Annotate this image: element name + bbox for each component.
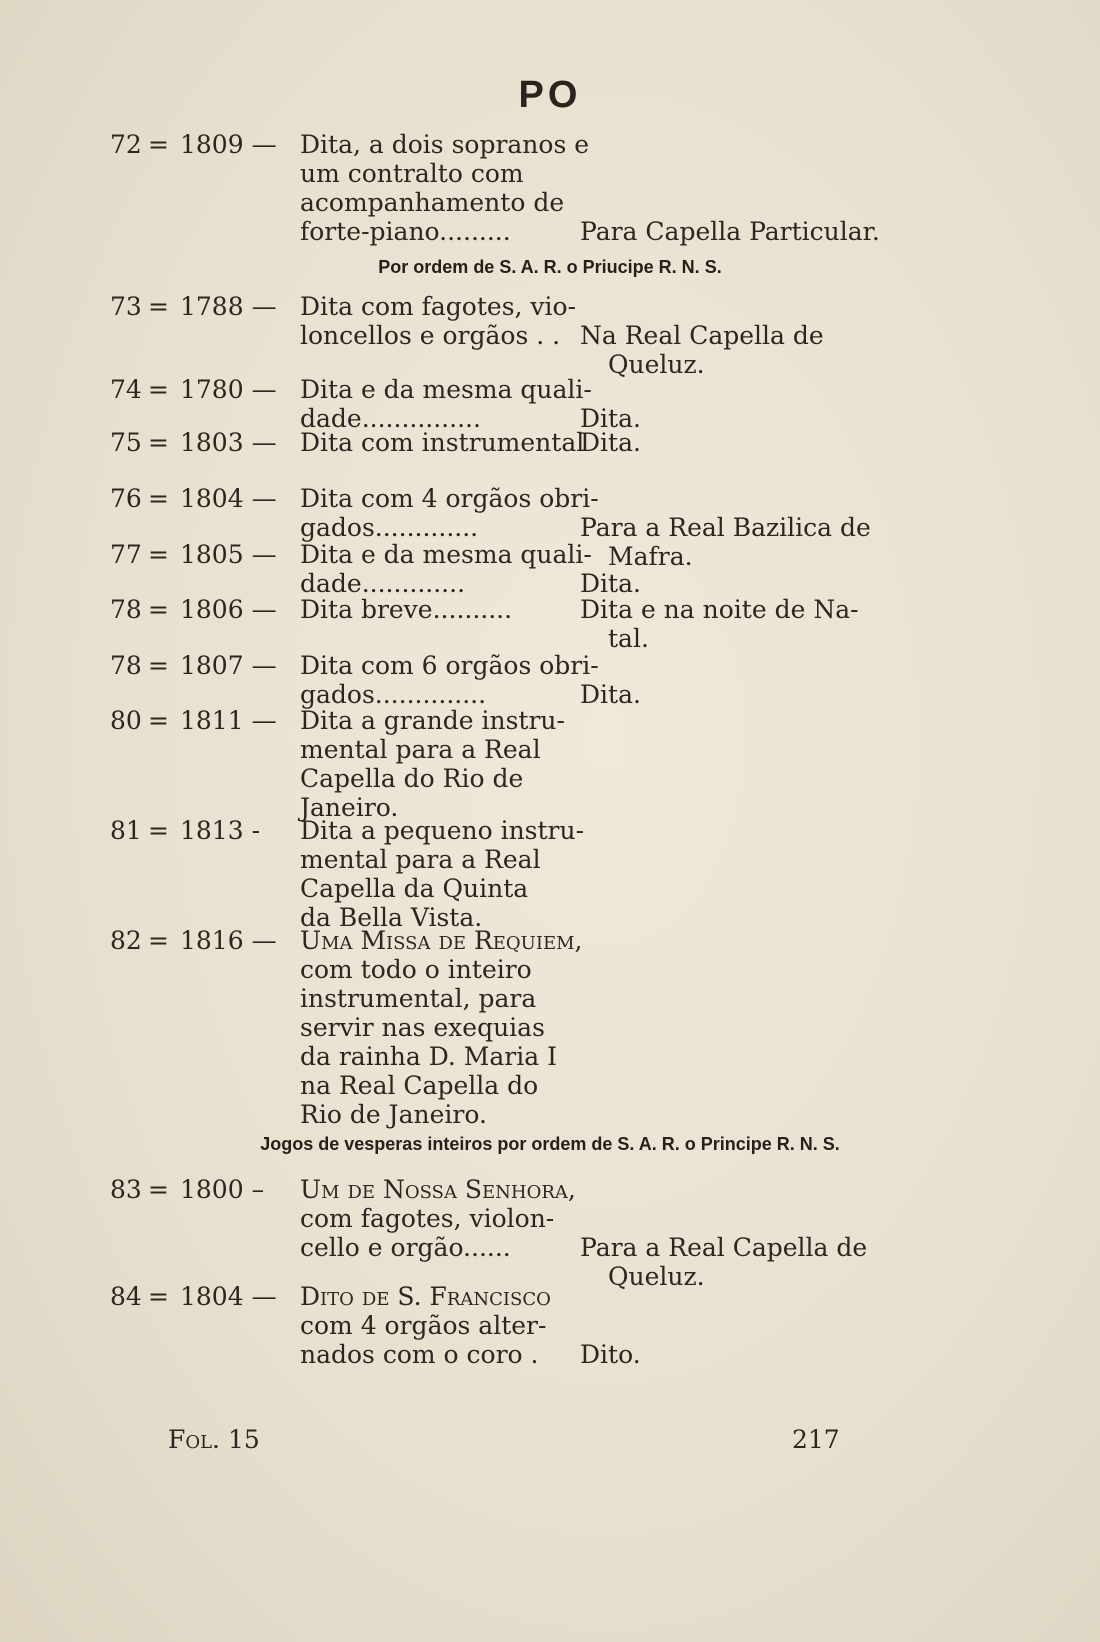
destination-line: Na Real Capella de (580, 321, 824, 350)
entry-equals: = (148, 292, 169, 321)
destination-line: Para a Real Bazilica de (580, 513, 871, 542)
entry-equals: = (148, 540, 169, 569)
destination-line: Dito. (580, 1340, 641, 1369)
folio-mark: Fol. 15 (168, 1425, 260, 1454)
entry-equals: = (148, 375, 169, 404)
entry-number: 82 (110, 926, 142, 955)
description-line: Dita e da mesma quali- (300, 375, 592, 404)
description-line: Janeiro. (300, 793, 399, 822)
destination-line: Dita. (580, 428, 641, 457)
entry-equals: = (148, 816, 169, 845)
description-line: com todo o inteiro (300, 955, 532, 984)
entry-destination (580, 428, 880, 457)
destination-line: Dita. (580, 569, 641, 598)
description-line: na Real Capella do (300, 1071, 539, 1100)
description-line: Uma Missa de Requiem, (300, 926, 583, 955)
entry-year: 1800 – (180, 1175, 265, 1204)
entry-number: 75 (110, 428, 142, 457)
entry-destination (580, 217, 880, 246)
entry-equals: = (148, 1282, 169, 1311)
description-line: dade............... (300, 404, 481, 433)
entry-description (300, 706, 565, 822)
entry-equals: = (148, 595, 169, 624)
entry-destination (580, 1233, 880, 1291)
description-line: dade............. (300, 569, 466, 598)
description-line: da rainha D. Maria I (300, 1042, 557, 1071)
entry-description (300, 540, 592, 598)
entry-year: 1813 - (180, 816, 261, 845)
description-line: Capella do Rio de (300, 764, 524, 793)
entry-destination (580, 680, 880, 709)
entry-equals: = (148, 130, 169, 159)
entry-year: 1803 — (180, 428, 277, 457)
description-line: loncellos e orgãos . . (300, 321, 561, 350)
entry-equals: = (148, 1175, 169, 1204)
entry-equals: = (148, 428, 169, 457)
entry-destination (580, 321, 880, 379)
description-line: nados com o coro . (300, 1340, 539, 1369)
destination-line: Queluz. (608, 350, 705, 379)
description-line: forte-piano......... (300, 217, 511, 246)
entry-description (300, 926, 583, 1129)
entry-year: 1804 — (180, 484, 277, 513)
description-line: servir nas exequias (300, 1013, 545, 1042)
description-line: Um de Nossa Senhora, (300, 1175, 576, 1204)
entry-description (300, 595, 562, 624)
entry-destination (580, 513, 880, 571)
entry-year: 1809 — (180, 130, 277, 159)
description-line: Capella da Quinta (300, 874, 529, 903)
entry-number: 80 (110, 706, 142, 735)
description-line: Dita com 4 orgãos obri- (300, 484, 599, 513)
description-line: Rio de Janeiro. (300, 1100, 487, 1129)
entry-number: 78 (110, 651, 142, 680)
description-line: Dita a pequeno instru- (300, 816, 585, 845)
section-heading-2: Jogos de vesperas inteiros por ordem de S. A. R. o Principe R. N. S. (260, 1134, 840, 1154)
destination-line: Dita e na noite de Na- (580, 595, 859, 624)
entry-equals: = (148, 926, 169, 955)
entry-description (300, 484, 599, 542)
description-line: Dita com fagotes, vio- (300, 292, 577, 321)
description-line: um contralto com (300, 159, 524, 188)
page-number: 217 (792, 1425, 840, 1454)
destination-line: Para Capella Particular. (580, 217, 880, 246)
entry-number: 74 (110, 375, 142, 404)
entry-year: 1816 — (180, 926, 277, 955)
description-line: da Bella Vista. (300, 903, 483, 932)
destination-line: Dita. (580, 404, 641, 433)
entry-description (300, 816, 585, 932)
description-line: gados............. (300, 513, 479, 542)
description-line: Dita, a dois sopranos e (300, 130, 590, 159)
entry-number: 84 (110, 1282, 142, 1311)
entry-year: 1806 — (180, 595, 277, 624)
description-line: acompanhamento de (300, 188, 565, 217)
entry-year: 1780 — (180, 375, 277, 404)
destination-line: Dita. (580, 680, 641, 709)
entry-description (300, 1175, 576, 1262)
entry-destination (580, 1340, 880, 1369)
description-line: com fagotes, violon- (300, 1204, 555, 1233)
destination-line: Para a Real Capella de (580, 1233, 868, 1262)
entry-number: 83 (110, 1175, 142, 1204)
entry-year: 1805 — (180, 540, 277, 569)
description-line: Dito de S. Francisco (300, 1282, 551, 1311)
destination-line: tal. (608, 624, 649, 653)
entry-equals: = (148, 651, 169, 680)
entry-equals: = (148, 706, 169, 735)
entry-description (300, 292, 577, 350)
entry-number: 76 (110, 484, 142, 513)
entry-destination (580, 595, 880, 653)
entry-description (300, 375, 592, 433)
entry-description (300, 1282, 562, 1369)
entry-description (300, 130, 590, 246)
entry-description (300, 428, 585, 457)
entry-year: 1811 — (180, 706, 277, 735)
description-line: Dita e da mesma quali- (300, 540, 592, 569)
entry-number: 78 (110, 595, 142, 624)
entry-number: 81 (110, 816, 142, 845)
entry-number: 72 (110, 130, 142, 159)
description-line: instrumental, para (300, 984, 537, 1013)
description-line: Dita breve.......... (300, 595, 513, 624)
description-line: mental para a Real (300, 845, 541, 874)
entry-year: 1804 — (180, 1282, 277, 1311)
description-line: Dita com instrumental (300, 428, 585, 457)
entry-description (300, 651, 599, 709)
entry-number: 73 (110, 292, 142, 321)
entry-number: 77 (110, 540, 142, 569)
entry-year: 1807 — (180, 651, 277, 680)
description-line: cello e orgão...... (300, 1233, 511, 1262)
destination-line: Queluz. (608, 1262, 705, 1291)
entry-year: 1788 — (180, 292, 277, 321)
description-line: Dita a grande instru- (300, 706, 565, 735)
description-line: gados.............. (300, 680, 487, 709)
page-header: PO (518, 74, 582, 116)
entry-destination (580, 569, 880, 598)
entry-equals: = (148, 484, 169, 513)
description-line: com 4 orgãos alter- (300, 1311, 547, 1340)
description-line: Dita com 6 orgãos obri- (300, 651, 599, 680)
destination-line: Mafra. (608, 542, 693, 571)
description-line: mental para a Real (300, 735, 541, 764)
section-heading-1: Por ordem de S. A. R. o Priucipe R. N. S. (378, 257, 722, 277)
